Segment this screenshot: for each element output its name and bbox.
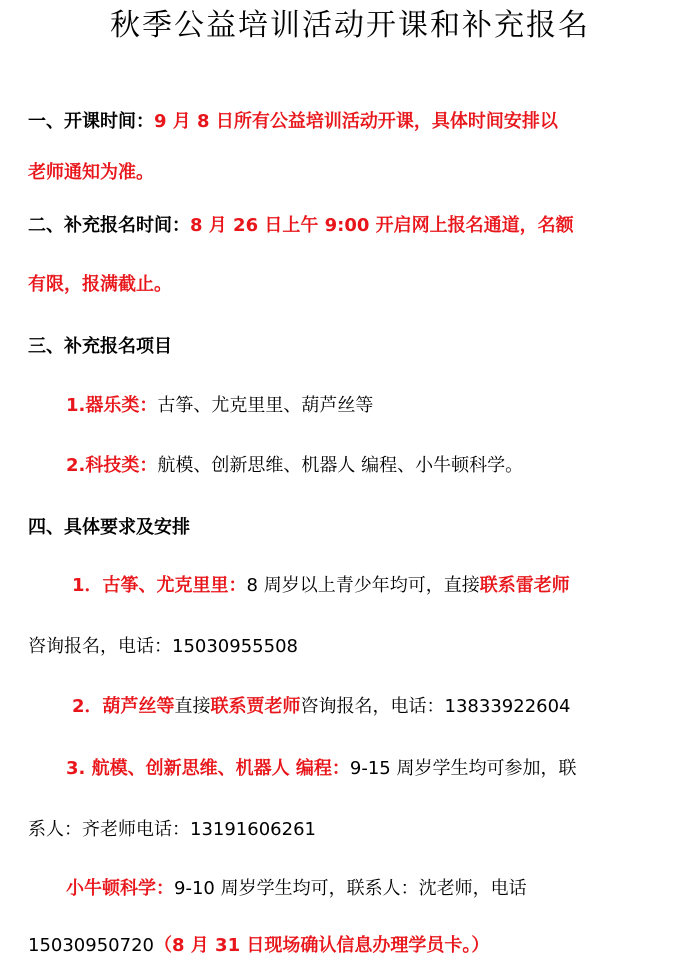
project-item-technology	[66, 452, 700, 480]
requirement-3-line1	[66, 755, 700, 783]
requirement-4-line1	[66, 875, 700, 903]
requirement-1-text: 8 周岁以上青少年均可，直接	[246, 575, 480, 596]
section-start-time-label: 一、开课时间：	[28, 111, 154, 132]
requirement-3-label: 3. 航模、创新思维、机器人 编程：	[66, 758, 350, 779]
requirement-2-mid: 直接	[174, 696, 211, 717]
requirement-4-line2	[28, 932, 678, 960]
requirement-2-contact: 联系贾老师	[210, 696, 301, 717]
requirement-2-label: 2．葫芦丝等	[72, 696, 175, 717]
requirement-4-note: （8 月 31 日现场确认信息办理学员卡。）	[153, 935, 490, 956]
section-start-time-line2: 老师通知为准。	[28, 162, 154, 183]
project-item-instruments	[66, 392, 700, 420]
requirement-1-line1	[72, 572, 700, 600]
section-supplement-time-line2: 有限，报满截止。	[28, 274, 172, 295]
section-start-time-text: 9 月 8 日所有公益培训活动开课，具体时间安排以	[154, 111, 558, 132]
project-item-technology-text: 航模、创新思维、机器人 编程、小牛顿科学。	[157, 455, 524, 476]
requirement-2-line	[72, 693, 700, 721]
project-item-instruments-text: 古筝、尤克里里、葫芦丝等	[157, 395, 374, 416]
section-start-time-line1	[28, 108, 678, 136]
requirement-4-label: 小牛顿科学：	[66, 878, 174, 899]
section-supplement-time-text: 8 月 26 日上午 9:00 开启网上报名通道，名额	[190, 215, 574, 236]
requirement-4-text: 9-10 周岁学生均可，联系人：沈老师，电话	[174, 878, 527, 899]
section-supplement-time-label: 二、补充报名时间：	[28, 215, 190, 236]
project-item-technology-label: 2.科技类：	[66, 455, 158, 476]
requirement-2-text: 咨询报名，电话：13833922604	[300, 696, 571, 717]
requirement-3-text: 9-15 周岁学生均可参加，联	[349, 758, 577, 779]
requirement-1-label: 1．古筝、尤克里里：	[72, 575, 247, 596]
project-item-instruments-label: 1.器乐类：	[66, 395, 158, 416]
requirement-1-contact: 联系雷老师	[479, 575, 570, 596]
requirement-1-line2: 咨询报名，电话：15030955508	[28, 636, 298, 657]
section-supplement-time-line1	[28, 212, 678, 240]
requirement-3-line2: 系人：齐老师电话：13191606261	[28, 819, 316, 840]
section-requirements-heading: 四、具体要求及安排	[28, 517, 190, 538]
section-projects-heading: 三、补充报名项目	[28, 336, 172, 357]
page-title: 秋季公益培训活动开课和补充报名	[110, 8, 590, 43]
requirement-4-phone: 15030950720	[28, 935, 154, 956]
